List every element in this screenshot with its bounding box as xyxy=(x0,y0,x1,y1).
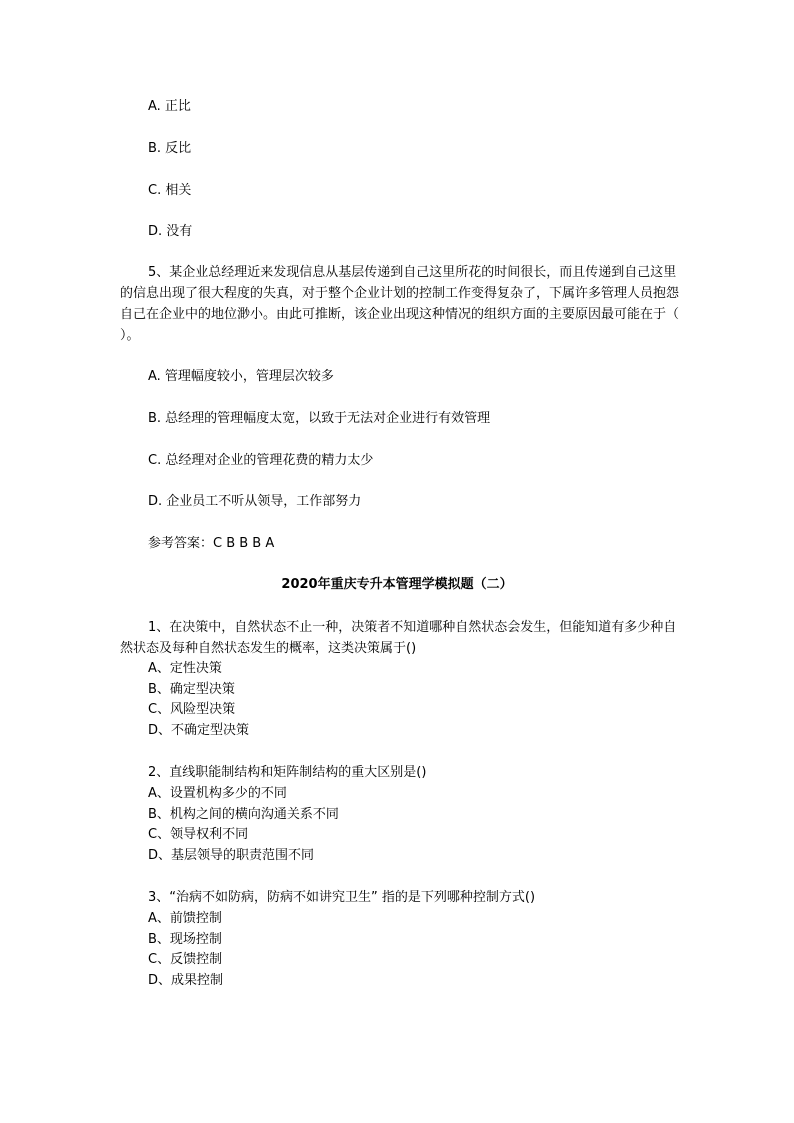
prev-option-c: C. 相关 xyxy=(148,183,192,198)
s2-q1-option-a: A、定性决策 xyxy=(148,661,222,676)
q5-option-a: A. 管理幅度较小，管理层次较多 xyxy=(148,369,334,384)
answer-key: 参考答案：C B B B A xyxy=(148,536,275,551)
section-title: 2020年重庆专升本管理学模拟题（二） xyxy=(281,577,513,592)
prev-option-a: A. 正比 xyxy=(148,99,191,114)
s2-q1-option-c: C、风险型决策 xyxy=(148,702,236,717)
q5-option-d: D. 企业员工不听从领导，工作部努力 xyxy=(148,494,362,509)
s2-q3-option-a: A、前馈控制 xyxy=(148,911,222,926)
s2-q2-option-b: B、机构之间的横向沟通关系不同 xyxy=(148,807,339,822)
s2-q3-option-c: C、反馈控制 xyxy=(148,952,223,967)
s2-q2-stem: 2、直线职能制结构和矩阵制结构的重大区别是() xyxy=(148,765,427,780)
q5-option-b: B. 总经理的管理幅度太宽，以致于无法对企业进行有效管理 xyxy=(148,411,491,426)
s2-q2-option-a: A、设置机构多少的不同 xyxy=(148,786,287,801)
s2-q3-option-d: D、成果控制 xyxy=(148,973,224,988)
s2-q2-option-d: D、基层领导的职责范围不同 xyxy=(148,848,315,863)
s2-q3-option-b: B、现场控制 xyxy=(148,932,222,947)
q5-option-c: C. 总经理对企业的管理花费的精力太少 xyxy=(148,453,374,468)
s2-q3-stem: 3、“治病不如防病，防病不如讲究卫生” 指的是下列哪种控制方式() xyxy=(148,890,536,905)
s2-q2-option-c: C、领导权利不同 xyxy=(148,827,249,842)
prev-option-b: B. 反比 xyxy=(148,141,192,156)
q5-stem: 5、某企业总经理近来发现信息从基层传递到自己这里所花的时间很长，而且传递到自己这里的信息出现了很大程度的失真，对于整个企业计划的控制工作变得复杂了，下属许多管理人员抱怨自己在企业中的地位渺小。由此可推断，该企业出现这种情况的组织方面的主要原因最可能在于（ ）。 xyxy=(120,265,680,343)
s2-q1-option-b: B、确定型决策 xyxy=(148,682,235,697)
s2-q1-stem: 1、在决策中，自然状态不止一种，决策者不知道哪种自然状态会发生，但能知道有多少种自然状态及每种自然状态发生的概率，这类决策属于() xyxy=(120,620,677,656)
s2-q1-option-d: D、不确定型决策 xyxy=(148,723,250,738)
prev-option-d: D. 没有 xyxy=(148,224,193,239)
